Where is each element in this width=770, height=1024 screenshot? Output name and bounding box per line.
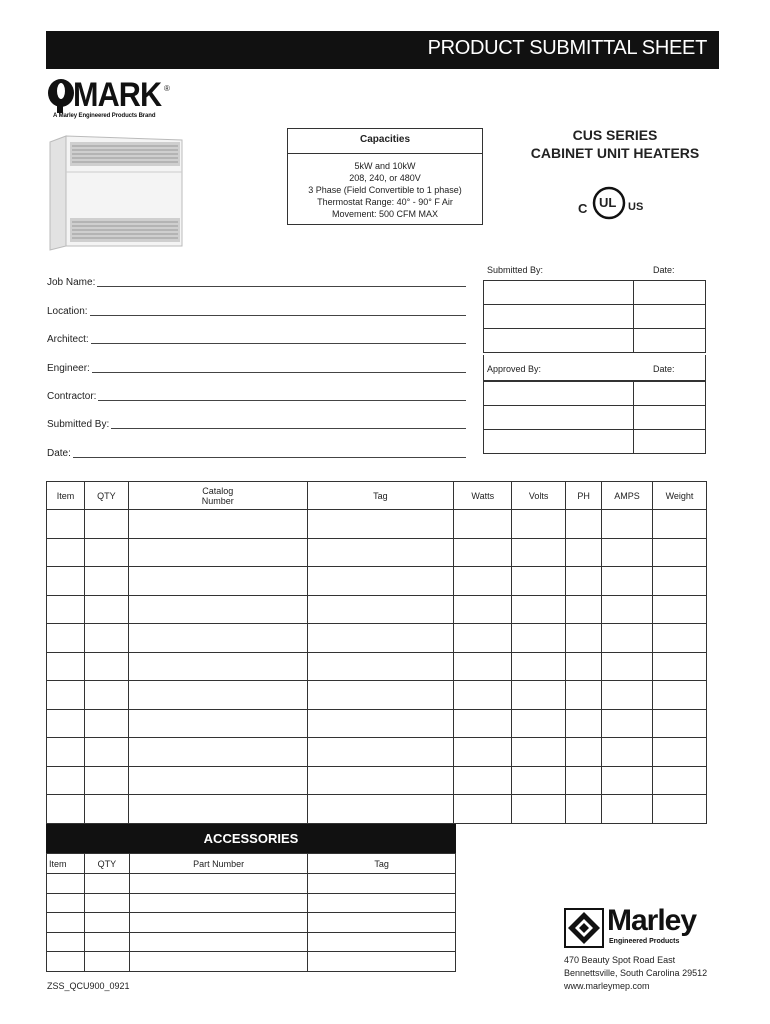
architect-field[interactable]: [47, 327, 466, 347]
acc-column-header-part-number: Part Number: [129, 854, 308, 874]
table-cell[interactable]: [47, 624, 85, 653]
table-cell[interactable]: [566, 510, 602, 539]
table-cell[interactable]: [84, 624, 128, 653]
location-label: Location:: [47, 306, 88, 317]
table-cell[interactable]: [47, 738, 85, 767]
acc-column-header-item: Item: [47, 854, 85, 874]
column-header-ph: PH: [566, 482, 602, 510]
table-cell[interactable]: [566, 709, 602, 738]
logo-tagline: A Marley Engineered Products Brand: [53, 113, 156, 119]
table-cell[interactable]: [84, 795, 128, 824]
table-row: [47, 709, 707, 738]
table-row: [47, 624, 707, 653]
series-description: CABINET UNIT HEATERS: [530, 145, 700, 161]
table-cell[interactable]: [454, 510, 512, 539]
accessory-cell[interactable]: [129, 932, 308, 952]
accessory-cell[interactable]: [47, 874, 85, 894]
series-title: [520, 126, 710, 162]
accessory-row: [47, 893, 456, 913]
signoff-cell[interactable]: [484, 329, 634, 353]
accessory-cell[interactable]: [47, 932, 85, 952]
table-cell[interactable]: [47, 652, 85, 681]
signoff-cell[interactable]: [484, 430, 634, 454]
table-cell[interactable]: [566, 595, 602, 624]
signoff-cell[interactable]: [634, 329, 706, 353]
location-field[interactable]: [47, 299, 466, 319]
table-cell[interactable]: [47, 766, 85, 795]
table-cell[interactable]: [128, 709, 307, 738]
column-header-amps: AMPS: [602, 482, 653, 510]
accessory-cell[interactable]: [84, 952, 129, 972]
table-row: [47, 595, 707, 624]
marley-logo: [564, 904, 714, 951]
accessory-cell[interactable]: [84, 893, 129, 913]
table-cell[interactable]: [47, 595, 85, 624]
address-line: Bennettsville, South Carolina 29512: [564, 968, 708, 978]
table-row: [47, 538, 707, 567]
table-cell[interactable]: [307, 709, 454, 738]
table-cell[interactable]: [566, 567, 602, 596]
table-cell[interactable]: [454, 624, 512, 653]
accessory-cell[interactable]: [308, 952, 456, 972]
table-cell[interactable]: [602, 738, 653, 767]
table-row: [47, 652, 707, 681]
table-cell[interactable]: [84, 738, 128, 767]
capacities-title: Capacities: [288, 129, 482, 154]
table-cell[interactable]: [454, 595, 512, 624]
capacity-line: Movement: 500 CFM MAX: [331, 209, 439, 219]
table-cell[interactable]: [128, 652, 307, 681]
table-cell[interactable]: [566, 681, 602, 710]
table-cell[interactable]: [602, 624, 653, 653]
submitted-by-heading: Submitted By:: [487, 265, 544, 275]
table-cell[interactable]: [47, 510, 85, 539]
table-cell[interactable]: [566, 738, 602, 767]
table-cell[interactable]: [47, 538, 85, 567]
table-cell[interactable]: [512, 709, 566, 738]
table-cell[interactable]: [653, 681, 707, 710]
acc-column-header-tag: Tag: [308, 854, 456, 874]
table-cell[interactable]: [566, 652, 602, 681]
table-cell[interactable]: [454, 652, 512, 681]
table-cell[interactable]: [128, 567, 307, 596]
table-cell[interactable]: [653, 652, 707, 681]
table-cell[interactable]: [653, 795, 707, 824]
ul-c-letter: C: [578, 201, 588, 216]
accessory-cell[interactable]: [47, 913, 85, 933]
engineer-field[interactable]: [47, 356, 466, 376]
table-cell[interactable]: [602, 681, 653, 710]
capacities-box: [287, 128, 483, 225]
marley-wordmark: Marley: [607, 904, 697, 937]
table-cell[interactable]: [128, 595, 307, 624]
signoff-cell[interactable]: [484, 406, 634, 430]
table-cell[interactable]: [653, 595, 707, 624]
column-header-watts: Watts: [454, 482, 512, 510]
company-address: [564, 954, 707, 993]
website-link[interactable]: www.marleymep.com: [564, 981, 650, 991]
header-bar: [46, 31, 719, 69]
table-cell[interactable]: [566, 538, 602, 567]
table-cell[interactable]: [602, 567, 653, 596]
series-name: CUS SERIES: [572, 127, 658, 143]
table-cell[interactable]: [653, 538, 707, 567]
table-cell[interactable]: [47, 567, 85, 596]
ul-certification-mark: [576, 180, 656, 226]
table-cell[interactable]: [653, 766, 707, 795]
table-row: [47, 766, 707, 795]
table-cell[interactable]: [84, 567, 128, 596]
table-cell[interactable]: [512, 595, 566, 624]
submitted-signoff-table: [483, 280, 706, 353]
contractor-label: Contractor:: [47, 391, 97, 402]
table-cell[interactable]: [84, 538, 128, 567]
table-cell[interactable]: [454, 538, 512, 567]
submitted-date-heading: Date:: [653, 265, 675, 275]
table-cell[interactable]: [307, 766, 454, 795]
table-cell[interactable]: [653, 624, 707, 653]
accessory-cell[interactable]: [129, 874, 308, 894]
table-cell[interactable]: [512, 624, 566, 653]
ul-us-letters: US: [628, 201, 644, 213]
table-row: [47, 795, 707, 824]
address-line: 470 Beauty Spot Road East: [564, 955, 676, 965]
table-cell[interactable]: [653, 738, 707, 767]
table-cell[interactable]: [454, 709, 512, 738]
table-cell[interactable]: [307, 595, 454, 624]
column-header-weight: Weight: [653, 482, 707, 510]
product-table: [46, 481, 707, 824]
table-row: [47, 510, 707, 539]
signoff-cell[interactable]: [634, 281, 706, 305]
catalog-number-label: Catalog Number: [201, 485, 234, 506]
table-cell[interactable]: [307, 624, 454, 653]
table-cell[interactable]: [47, 681, 85, 710]
contractor-field[interactable]: [47, 384, 466, 404]
accessory-row: [47, 952, 456, 972]
column-header-catalog-number: [128, 482, 307, 510]
table-cell[interactable]: [454, 567, 512, 596]
table-cell[interactable]: [512, 538, 566, 567]
table-row: [47, 681, 707, 710]
table-cell[interactable]: [84, 510, 128, 539]
accessory-row: [47, 932, 456, 952]
signoff-cell[interactable]: [484, 305, 634, 329]
marley-diamond-icon: [564, 908, 604, 948]
table-cell[interactable]: [454, 738, 512, 767]
table-cell[interactable]: [47, 709, 85, 738]
table-cell[interactable]: [512, 766, 566, 795]
table-cell[interactable]: [128, 795, 307, 824]
page-title: PRODUCT SUBMITTAL SHEET: [427, 37, 707, 59]
capacity-line: Thermostat Range: 40° - 90° F Air: [317, 197, 453, 207]
table-cell[interactable]: [307, 795, 454, 824]
table-cell[interactable]: [84, 766, 128, 795]
accessory-cell[interactable]: [308, 874, 456, 894]
approved-signoff-table: [483, 381, 706, 454]
table-cell[interactable]: [307, 738, 454, 767]
table-cell[interactable]: [566, 624, 602, 653]
table-cell[interactable]: [128, 738, 307, 767]
accessory-cell[interactable]: [47, 893, 85, 913]
date-label: Date:: [47, 448, 71, 459]
accessories-table-header: [47, 854, 456, 874]
accessories-table: [46, 853, 456, 972]
date-field[interactable]: [47, 441, 466, 461]
approved-date-heading: Date:: [653, 364, 675, 374]
table-cell[interactable]: [307, 538, 454, 567]
signoff-cell[interactable]: [484, 382, 634, 406]
table-cell[interactable]: [454, 795, 512, 824]
table-cell[interactable]: [307, 681, 454, 710]
table-cell[interactable]: [512, 795, 566, 824]
job-name-field[interactable]: [47, 270, 466, 290]
capacity-line: 3 Phase (Field Convertible to 1 phase): [308, 185, 462, 195]
table-cell[interactable]: [512, 510, 566, 539]
table-cell[interactable]: [653, 709, 707, 738]
approved-header-row: [483, 355, 706, 381]
accessory-cell[interactable]: [84, 913, 129, 933]
accessory-row: [47, 913, 456, 933]
table-row: [47, 738, 707, 767]
logo-wordmark: MARK: [73, 76, 162, 114]
table-cell[interactable]: [454, 766, 512, 795]
architect-label: Architect:: [47, 334, 89, 345]
engineer-label: Engineer:: [47, 363, 90, 374]
accessories-table-body: [47, 874, 456, 972]
accessory-cell[interactable]: [47, 952, 85, 972]
accessory-cell[interactable]: [129, 952, 308, 972]
table-cell[interactable]: [566, 766, 602, 795]
accessory-cell[interactable]: [129, 913, 308, 933]
accessory-cell[interactable]: [308, 932, 456, 952]
column-header-tag: Tag: [307, 482, 454, 510]
table-cell[interactable]: [512, 567, 566, 596]
accessory-cell[interactable]: [84, 932, 129, 952]
table-cell[interactable]: [602, 766, 653, 795]
table-cell[interactable]: [653, 510, 707, 539]
table-cell[interactable]: [47, 795, 85, 824]
capacity-line: 208, 240, or 480V: [349, 173, 421, 183]
table-cell[interactable]: [307, 510, 454, 539]
table-cell[interactable]: [602, 595, 653, 624]
table-cell[interactable]: [602, 709, 653, 738]
table-cell[interactable]: [307, 567, 454, 596]
table-cell[interactable]: [454, 681, 512, 710]
signoff-cell[interactable]: [484, 281, 634, 305]
table-cell[interactable]: [84, 709, 128, 738]
qmark-logo: [46, 76, 176, 126]
signoff-cell[interactable]: [634, 430, 706, 454]
table-cell[interactable]: [128, 510, 307, 539]
table-cell[interactable]: [566, 795, 602, 824]
table-cell[interactable]: [128, 766, 307, 795]
ul-center-letters: UL: [599, 195, 617, 210]
document-code: ZSS_QCU900_0921: [47, 981, 130, 991]
table-cell[interactable]: [602, 652, 653, 681]
accessories-header: ACCESSORIES: [46, 824, 456, 853]
table-cell[interactable]: [128, 681, 307, 710]
column-header-qty: QTY: [84, 482, 128, 510]
accessory-row: [47, 874, 456, 894]
column-header-item: Item: [47, 482, 85, 510]
table-cell[interactable]: [602, 795, 653, 824]
table-cell[interactable]: [84, 652, 128, 681]
approved-by-heading: Approved By:: [487, 364, 542, 374]
signoff-cell[interactable]: [634, 382, 706, 406]
job-name-label: Job Name:: [47, 277, 96, 288]
table-row: [47, 567, 707, 596]
accessory-cell[interactable]: [84, 874, 129, 894]
cabinet-heater-image: [46, 134, 186, 252]
table-cell[interactable]: [602, 538, 653, 567]
accessory-cell[interactable]: [308, 913, 456, 933]
signoff-cell[interactable]: [634, 406, 706, 430]
table-cell[interactable]: [653, 567, 707, 596]
table-cell[interactable]: [128, 624, 307, 653]
submitted-by-label: Submitted By:: [47, 419, 110, 430]
product-table-body: [47, 510, 707, 824]
signoff-cell[interactable]: [634, 305, 706, 329]
table-cell[interactable]: [84, 681, 128, 710]
table-cell[interactable]: [512, 738, 566, 767]
product-table-header: [47, 482, 707, 510]
table-cell[interactable]: [128, 538, 307, 567]
accessory-cell[interactable]: [308, 893, 456, 913]
q-letter-icon: [46, 77, 76, 113]
table-cell[interactable]: [512, 681, 566, 710]
table-cell[interactable]: [602, 510, 653, 539]
capacity-line: 5kW and 10kW: [354, 161, 416, 171]
table-cell[interactable]: [307, 652, 454, 681]
marley-subtitle: Engineered Products: [609, 938, 680, 945]
registered-mark: ®: [164, 84, 170, 93]
column-header-volts: Volts: [512, 482, 566, 510]
table-cell[interactable]: [512, 652, 566, 681]
submitted-by-field[interactable]: [47, 412, 466, 432]
accessory-cell[interactable]: [129, 893, 308, 913]
capacities-list: [288, 154, 482, 220]
acc-column-header-qty: QTY: [84, 854, 129, 874]
table-cell[interactable]: [84, 595, 128, 624]
